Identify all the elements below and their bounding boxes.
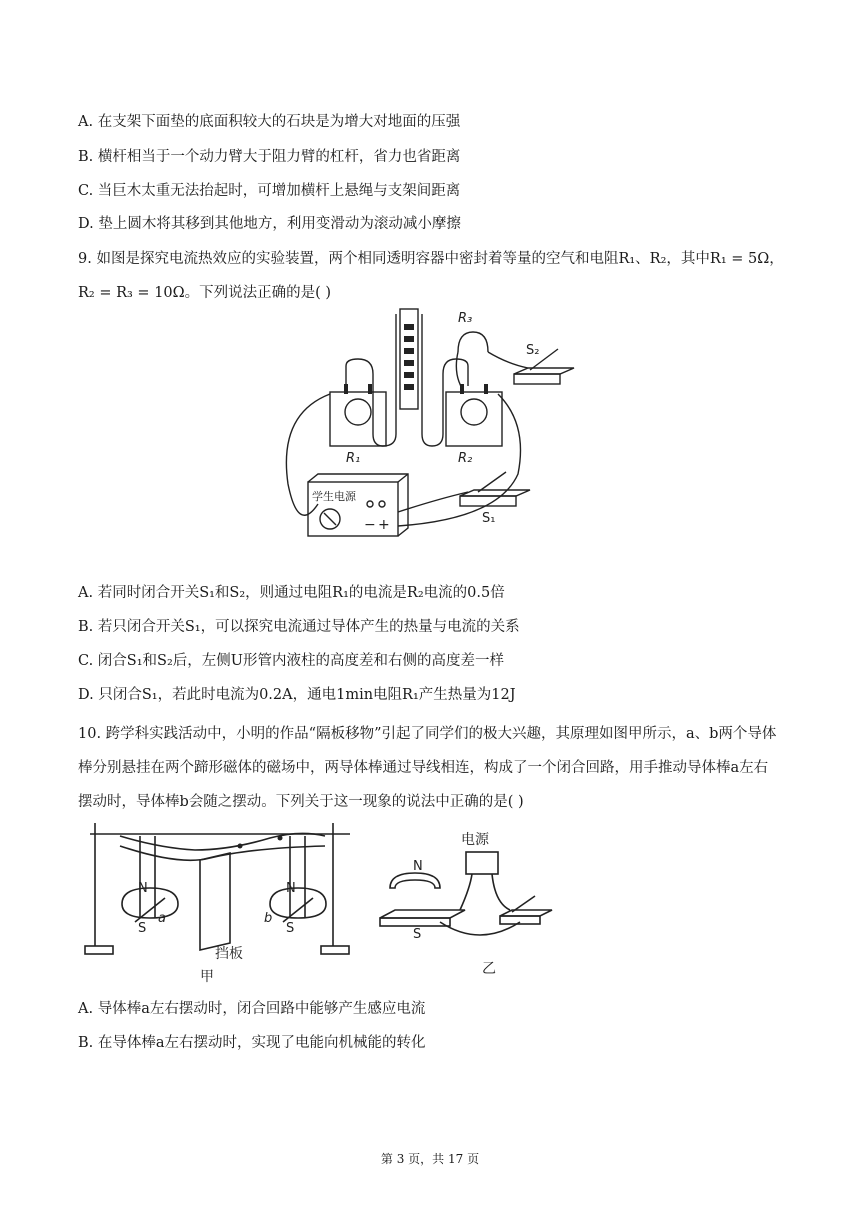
q8-option-c: C. 当巨木太重无法抬起时，可增加横杆上悬绳与支架间距离 (78, 183, 461, 199)
label-s1: S₁ (482, 511, 496, 526)
power-supply-label: 学生电源 (312, 490, 356, 503)
q9-option-c: C. 闭合S₁和S₂后，左侧U形管内液柱的高度差和右侧的高度差一样 (78, 653, 505, 669)
q8-option-b: B. 横杆相当于一个动力臂大于阻力臂的杠杆，省力也省距离 (78, 149, 461, 165)
q8-option-a: A. 在支架下面垫的底面积较大的石块是为增大对地面的压强 (78, 114, 461, 130)
q10-option-a: A. 导体棒a左右摆动时，闭合回路中能够产生感应电流 (78, 1001, 426, 1017)
q8-option-d: D. 垫上圆木将其移到其他地方，利用变滑动为滚动减小摩擦 (78, 216, 461, 232)
q9-stem-line1: 9. 如图是探究电流热效应的实验装置，两个相同透明容器中密封着等量的空气和电阻R₁、R₂，其中R₁ = 5Ω， (78, 251, 784, 267)
label-n-yi: N (413, 859, 423, 874)
label-r2: R₂ (458, 451, 473, 466)
label-r1: R₁ (346, 451, 361, 466)
q10-figure (80, 818, 570, 990)
label-yi: 乙 (482, 961, 496, 977)
plus-sign: + (378, 517, 390, 533)
label-baffle: 挡板 (215, 946, 243, 962)
label-s-right: S (286, 921, 295, 936)
label-s-yi: S (413, 927, 422, 942)
label-s2: S₂ (526, 343, 540, 358)
label-s-left: S (138, 921, 147, 936)
q10-stem: 10. 跨学科实践活动中，小明的作品“隔板移物”引起了同学们的极大兴趣，其原理如图甲所示，a、b两个导体棒分别悬挂在两个蹄形磁体的磁场中，两导体棒通过导线相连，构成了一个闭合回路，用手推动导体棒a左右摆动时，导体棒b会随之摆动。下列关于这一现象的说法中正确的是( ) (78, 726, 777, 810)
page-footer: 第 3 页，共 17 页 (380, 1152, 480, 1166)
q9-circuit-figure (278, 304, 588, 546)
q9-option-d: D. 只闭合S₁，若此时电流为0.2A，通电1min电阻R₁产生热量为12J (78, 687, 516, 703)
label-a: a (158, 911, 166, 926)
label-n-right: N (286, 881, 296, 896)
q10-option-b: B. 在导体棒a左右摆动时，实现了电能向机械能的转化 (78, 1035, 426, 1051)
label-n-left: N (138, 881, 148, 896)
q9-option-b: B. 若只闭合开关S₁，可以探究电流通过导体产生的热量与电流的关系 (78, 619, 520, 635)
label-jia: 甲 (200, 969, 214, 985)
label-r3: R₃ (458, 311, 473, 326)
label-power: 电源 (461, 832, 489, 848)
q9-stem-line2: R₂ = R₃ = 10Ω。下列说法正确的是( ) (78, 285, 332, 301)
label-b: b (264, 911, 273, 926)
q9-option-a: A. 若同时闭合开关S₁和S₂，则通过电阻R₁的电流是R₂电流的0.5倍 (78, 585, 505, 601)
minus-sign: − (364, 517, 376, 533)
